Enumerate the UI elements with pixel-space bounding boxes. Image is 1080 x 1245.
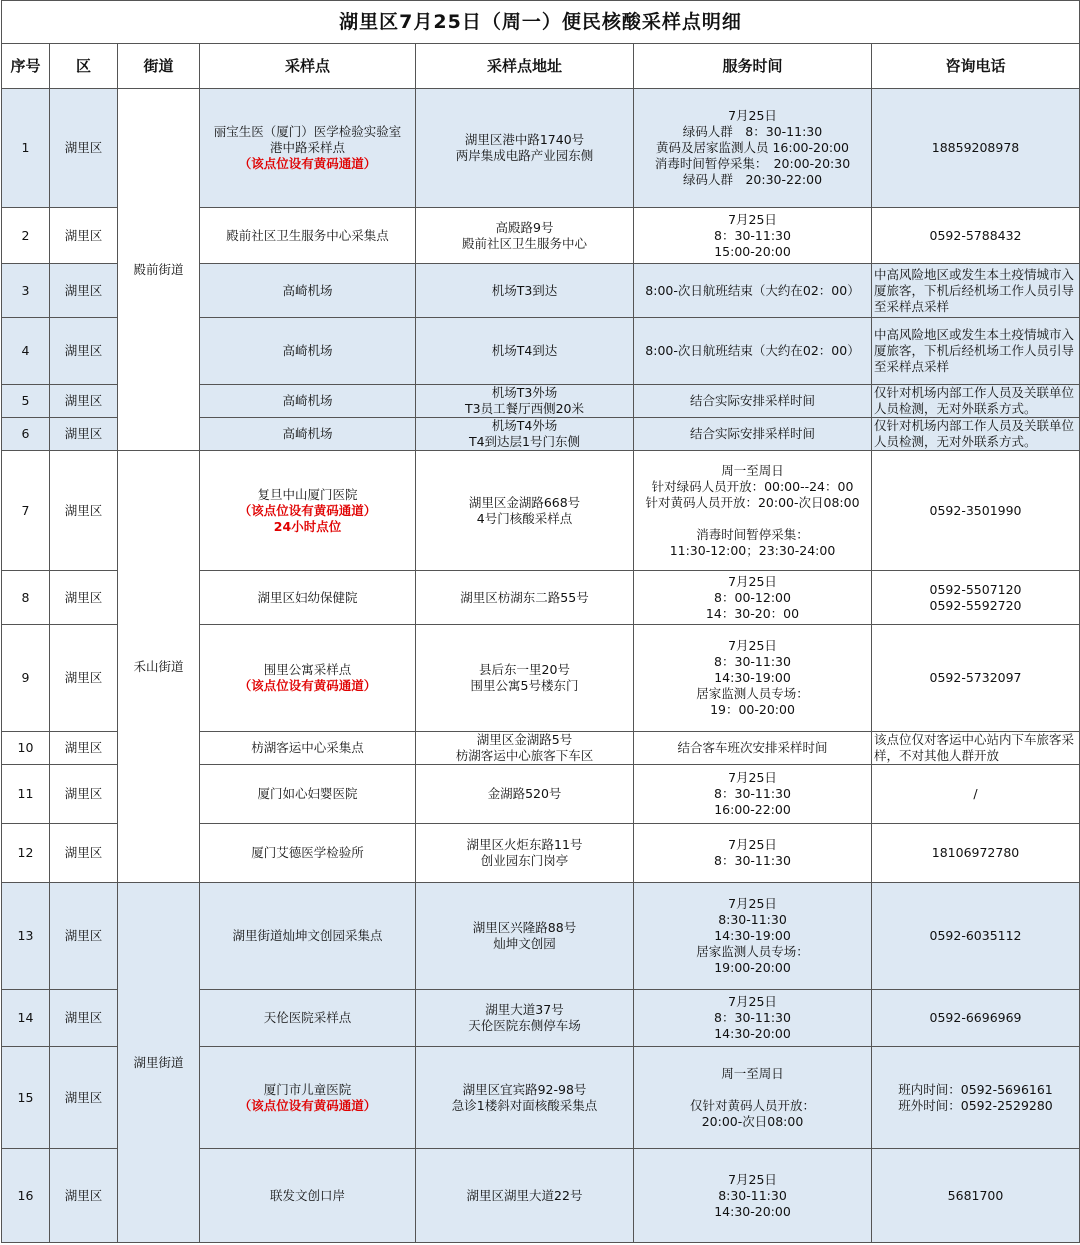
- text-line: 周一至周日: [721, 1065, 784, 1081]
- header-no: 序号: [2, 44, 50, 89]
- row-number: 5: [2, 385, 50, 418]
- text-line: 仅针对机场内部工作人员及关联单位人员检测，无对外联系方式。: [874, 418, 1075, 449]
- text-line: 湖里街道灿坤文创园采集点: [232, 928, 383, 943]
- text-line: 结合客车班次安排采样时间: [677, 740, 828, 755]
- row-number: 3: [2, 264, 50, 318]
- text-line: 厦门市儿童医院: [263, 1081, 352, 1097]
- site-cell: [200, 824, 416, 883]
- phone-cell: [872, 625, 1080, 732]
- row-number: 11: [2, 765, 50, 824]
- text-line: 灿坤文创园: [493, 936, 556, 951]
- row-number: 16: [2, 1149, 50, 1243]
- header-street: 街道: [118, 44, 200, 89]
- text-line: 16:00-22:00: [714, 802, 791, 817]
- address-cell: [416, 1047, 634, 1149]
- table-title: 湖里区7月25日（周一）便民核酸采样点明细: [2, 1, 1080, 44]
- text-line: 18106972780: [931, 845, 1020, 860]
- row-number: 2: [2, 208, 50, 264]
- district-cell: 湖里区: [50, 1047, 118, 1149]
- text-line: 机场T3外场: [491, 385, 558, 400]
- row-number: 8: [2, 571, 50, 625]
- phone-cell: [872, 571, 1080, 625]
- text-line: 15:00-20:00: [714, 243, 791, 259]
- text-line: 复旦中山厦门医院: [257, 486, 358, 502]
- text-line: 围里公寓5号楼东门: [470, 678, 579, 693]
- text-line: 11:30-12:00；23:30-24:00: [669, 542, 836, 558]
- district-cell: 湖里区: [50, 418, 118, 451]
- district-cell: 湖里区: [50, 264, 118, 318]
- text-line: 高崎机场: [282, 282, 333, 298]
- district-cell: 湖里区: [50, 824, 118, 883]
- text-line: 急诊1楼斜对面核酸采集点: [451, 1097, 598, 1113]
- address-cell: [416, 418, 634, 451]
- hours-cell: [634, 625, 872, 732]
- text-line: 8:30-11:30: [718, 1187, 787, 1203]
- text-line: 绿码人群 8：30-11:30: [682, 124, 823, 139]
- district-cell: 湖里区: [50, 208, 118, 264]
- text-line: 针对黄码人员开放：20:00-次日08:00: [645, 494, 860, 510]
- hours-cell: [634, 1047, 872, 1149]
- table-row: [2, 451, 1080, 571]
- hours-cell: [634, 883, 872, 990]
- text-line: 湖里区兴隆路88号: [472, 920, 577, 935]
- phone-cell: [872, 824, 1080, 883]
- text-line: 8：30-11:30: [714, 786, 791, 801]
- district-cell: 湖里区: [50, 765, 118, 824]
- phone-cell: [872, 732, 1080, 765]
- row-number: 7: [2, 451, 50, 571]
- phone-cell: [872, 451, 1080, 571]
- text-line: 高崎机场: [282, 393, 333, 408]
- text-line: 7月25日: [728, 837, 777, 852]
- row-number: 12: [2, 824, 50, 883]
- phone-cell: [872, 418, 1080, 451]
- text-line: 湖里区枋湖东二路55号: [460, 589, 589, 605]
- text-line: 14:30-20:00: [714, 1026, 791, 1041]
- text-line: 殿前社区卫生服务中心采集点: [226, 227, 389, 243]
- site-cell: [200, 765, 416, 824]
- text-line: 厦门艾德医学检验所: [251, 845, 364, 860]
- text-line: 湖里区宜宾路92-98号: [462, 1081, 587, 1097]
- text-line: 两岸集成电路产业园东侧: [455, 148, 594, 163]
- text-line: 居家监测人员专场：: [696, 686, 809, 701]
- text-line: （该点位设有黄码通道）: [238, 1097, 377, 1113]
- address-cell: [416, 990, 634, 1047]
- text-line: 19：00-20:00: [710, 702, 795, 717]
- text-line: 8:00-次日航班结束（大约在02：00）: [645, 282, 860, 298]
- text-line: 湖里区港中路1740号: [464, 132, 585, 147]
- text-line: 湖里区金湖路5号: [476, 732, 573, 747]
- site-cell: [200, 625, 416, 732]
- text-line: 0592-5592720: [929, 597, 1022, 613]
- text-line: 7月25日: [728, 108, 777, 123]
- text-line: [636, 511, 869, 527]
- text-line: 联发文创口岸: [269, 1187, 345, 1203]
- text-line: 天伦医院采样点: [263, 1010, 352, 1025]
- text-line: 厦门如心妇婴医院: [257, 786, 358, 801]
- site-cell: [200, 990, 416, 1047]
- address-cell: [416, 571, 634, 625]
- text-line: 机场T4外场: [491, 418, 558, 433]
- text-line: 县后东一里20号: [479, 662, 570, 677]
- text-line: 机场T3到达: [491, 282, 558, 298]
- phone-cell: [872, 1149, 1080, 1243]
- district-cell: 湖里区: [50, 571, 118, 625]
- phone-cell: [872, 990, 1080, 1047]
- district-cell: 湖里区: [50, 732, 118, 765]
- text-line: 0592-5732097: [929, 670, 1022, 685]
- site-cell: [200, 208, 416, 264]
- row-number: 14: [2, 990, 50, 1047]
- text-line: 19:00-20:00: [714, 960, 791, 975]
- text-line: 创业园东门岗亭: [480, 853, 569, 868]
- phone-cell: [872, 385, 1080, 418]
- text-line: 0592-6696969: [929, 1010, 1022, 1025]
- text-line: 结合实际安排采样时间: [689, 426, 815, 441]
- text-line: 0592-5788432: [929, 227, 1022, 243]
- text-line: 港中路采样点: [269, 140, 345, 155]
- text-line: 20:00-次日08:00: [701, 1113, 804, 1129]
- text-line: 24小时点位: [273, 518, 342, 534]
- text-line: 8：30-11:30: [714, 654, 791, 669]
- district-cell: 湖里区: [50, 625, 118, 732]
- address-cell: [416, 824, 634, 883]
- district-cell: 湖里区: [50, 385, 118, 418]
- text-line: 居家监测人员专场：: [696, 944, 809, 959]
- text-line: 中高风险地区或发生本土疫情城市入厦旅客，下机后经机场工作人员引导至采样点采样: [874, 327, 1075, 374]
- header-phone: 咨询电话: [872, 44, 1080, 89]
- site-cell: [200, 1047, 416, 1149]
- address-cell: [416, 883, 634, 990]
- text-line: 绿码人群 20:30-22:00: [682, 172, 823, 187]
- text-line: 湖里区金湖路668号: [468, 494, 581, 510]
- address-cell: [416, 385, 634, 418]
- site-cell: [200, 385, 416, 418]
- text-line: 高崎机场: [282, 343, 333, 358]
- text-line: 高崎机场: [282, 426, 333, 441]
- site-cell: [200, 1149, 416, 1243]
- address-cell: [416, 264, 634, 318]
- text-line: 0592-5507120: [929, 581, 1022, 597]
- text-line: 殿前社区卫生服务中心: [461, 235, 587, 251]
- text-line: 7月25日: [728, 573, 777, 589]
- header-address: 采样点地址: [416, 44, 634, 89]
- header-site: 采样点: [200, 44, 416, 89]
- address-cell: [416, 318, 634, 385]
- address-cell: [416, 451, 634, 571]
- text-line: 金湖路520号: [487, 786, 562, 801]
- address-cell: [416, 765, 634, 824]
- phone-cell: [872, 318, 1080, 385]
- table-row: [2, 89, 1080, 208]
- text-line: 该点位仅对客运中心站内下车旅客采样，不对其他人群开放: [874, 732, 1075, 763]
- hours-cell: [634, 571, 872, 625]
- hours-cell: [634, 318, 872, 385]
- text-line: 中高风险地区或发生本土疫情城市入厦旅客，下机后经机场工作人员引导至采样点采样: [874, 266, 1075, 314]
- header-district: 区: [50, 44, 118, 89]
- phone-cell: [872, 89, 1080, 208]
- address-cell: [416, 1149, 634, 1243]
- district-cell: 湖里区: [50, 89, 118, 208]
- row-number: 15: [2, 1047, 50, 1149]
- text-line: T4到达层1号门东侧: [468, 434, 581, 449]
- text-line: 8:00-次日航班结束（大约在02：00）: [645, 343, 860, 358]
- text-line: （该点位设有黄码通道）: [238, 678, 377, 693]
- text-line: 8：30-11:30: [714, 227, 791, 243]
- phone-cell: [872, 883, 1080, 990]
- row-number: 6: [2, 418, 50, 451]
- text-line: 7月25日: [728, 1171, 777, 1187]
- text-line: 7月25日: [728, 638, 777, 653]
- text-line: 仅针对黄码人员开放：: [689, 1097, 815, 1113]
- hours-cell: [634, 765, 872, 824]
- hours-cell: [634, 208, 872, 264]
- site-cell: [200, 318, 416, 385]
- text-line: 0592-3501990: [929, 502, 1022, 518]
- phone-cell: [872, 264, 1080, 318]
- district-cell: 湖里区: [50, 451, 118, 571]
- sampling-sites-table: [1, 0, 1080, 1243]
- text-line: 黄码及居家监测人员 16:00-20:00: [655, 140, 850, 155]
- site-cell: [200, 264, 416, 318]
- text-line: 8：00-12:00: [714, 589, 791, 605]
- hours-cell: [634, 385, 872, 418]
- hours-cell: [634, 1149, 872, 1243]
- phone-cell: [872, 765, 1080, 824]
- text-line: 14:30-20:00: [714, 1203, 791, 1219]
- text-line: 4号门核酸采样点: [476, 510, 573, 526]
- site-cell: [200, 732, 416, 765]
- text-line: 湖里区妇幼保健院: [257, 589, 358, 605]
- hours-cell: [634, 824, 872, 883]
- text-line: 围里公寓采样点: [263, 662, 352, 677]
- street-cell: 湖里街道: [118, 883, 200, 1243]
- district-cell: 湖里区: [50, 318, 118, 385]
- text-line: 湖里区火炬东路11号: [466, 837, 583, 852]
- row-number: 4: [2, 318, 50, 385]
- text-line: 8：30-11:30: [714, 1010, 791, 1025]
- hours-cell: [634, 418, 872, 451]
- text-line: 14:30-19:00: [714, 670, 791, 685]
- header-hours: 服务时间: [634, 44, 872, 89]
- street-cell: 殿前街道: [118, 89, 200, 451]
- phone-cell: [872, 208, 1080, 264]
- text-line: 18859208978: [931, 140, 1020, 155]
- district-cell: 湖里区: [50, 883, 118, 990]
- text-line: 7月25日: [728, 994, 777, 1009]
- text-line: 0592-6035112: [929, 928, 1022, 943]
- text-line: 班内时间：0592-5696161: [898, 1081, 1053, 1097]
- address-cell: [416, 625, 634, 732]
- text-line: 14:30-19:00: [714, 928, 791, 943]
- phone-cell: [872, 1047, 1080, 1149]
- hours-cell: [634, 264, 872, 318]
- text-line: T3员工餐厅西侧20米: [465, 401, 584, 416]
- text-line: 结合实际安排采样时间: [689, 393, 815, 408]
- text-line: 天伦医院东侧停车场: [468, 1018, 581, 1033]
- header-row: [2, 44, 1080, 89]
- text-line: 8:30-11:30: [718, 912, 787, 927]
- text-line: 高殿路9号: [495, 219, 554, 235]
- text-line: 枋湖客运中心采集点: [251, 740, 364, 755]
- text-line: 湖里大道37号: [485, 1002, 564, 1017]
- text-line: [636, 1082, 869, 1098]
- text-line: 丽宝生医（厦门）医学检验实验室: [213, 124, 402, 139]
- text-line: 8：30-11:30: [714, 853, 791, 868]
- text-line: 班外时间：0592-2529280: [898, 1097, 1053, 1113]
- site-cell: [200, 571, 416, 625]
- text-line: （该点位设有黄码通道）: [238, 156, 377, 171]
- site-cell: [200, 883, 416, 990]
- text-line: 周一至周日: [721, 462, 784, 478]
- address-cell: [416, 89, 634, 208]
- text-line: 7月25日: [728, 770, 777, 785]
- text-line: 仅针对机场内部工作人员及关联单位人员检测，无对外联系方式。: [874, 385, 1075, 416]
- hours-cell: [634, 451, 872, 571]
- text-line: /: [973, 786, 978, 801]
- row-number: 9: [2, 625, 50, 732]
- text-line: 枋湖客运中心旅客下车区: [455, 748, 594, 763]
- site-cell: [200, 451, 416, 571]
- district-cell: 湖里区: [50, 1149, 118, 1243]
- address-cell: [416, 732, 634, 765]
- text-line: 消毒时间暂停采集： 20:00-20:30: [654, 156, 851, 171]
- text-line: 5681700: [947, 1187, 1004, 1203]
- text-line: 机场T4到达: [491, 343, 558, 358]
- site-cell: [200, 89, 416, 208]
- text-line: 7月25日: [728, 896, 777, 911]
- district-cell: 湖里区: [50, 990, 118, 1047]
- address-cell: [416, 208, 634, 264]
- street-cell: 禾山街道: [118, 451, 200, 883]
- text-line: 湖里区湖里大道22号: [466, 1187, 583, 1203]
- hours-cell: [634, 89, 872, 208]
- table-row: [2, 883, 1080, 990]
- site-cell: [200, 418, 416, 451]
- row-number: 10: [2, 732, 50, 765]
- row-number: 1: [2, 89, 50, 208]
- hours-cell: [634, 732, 872, 765]
- text-line: 7月25日: [728, 211, 777, 227]
- row-number: 13: [2, 883, 50, 990]
- text-line: 14：30-20：00: [705, 605, 800, 621]
- text-line: 针对绿码人员开放：00:00--24：00: [651, 478, 854, 494]
- hours-cell: [634, 990, 872, 1047]
- text-line: （该点位设有黄码通道）: [238, 502, 377, 518]
- text-line: 消毒时间暂停采集：: [696, 526, 809, 542]
